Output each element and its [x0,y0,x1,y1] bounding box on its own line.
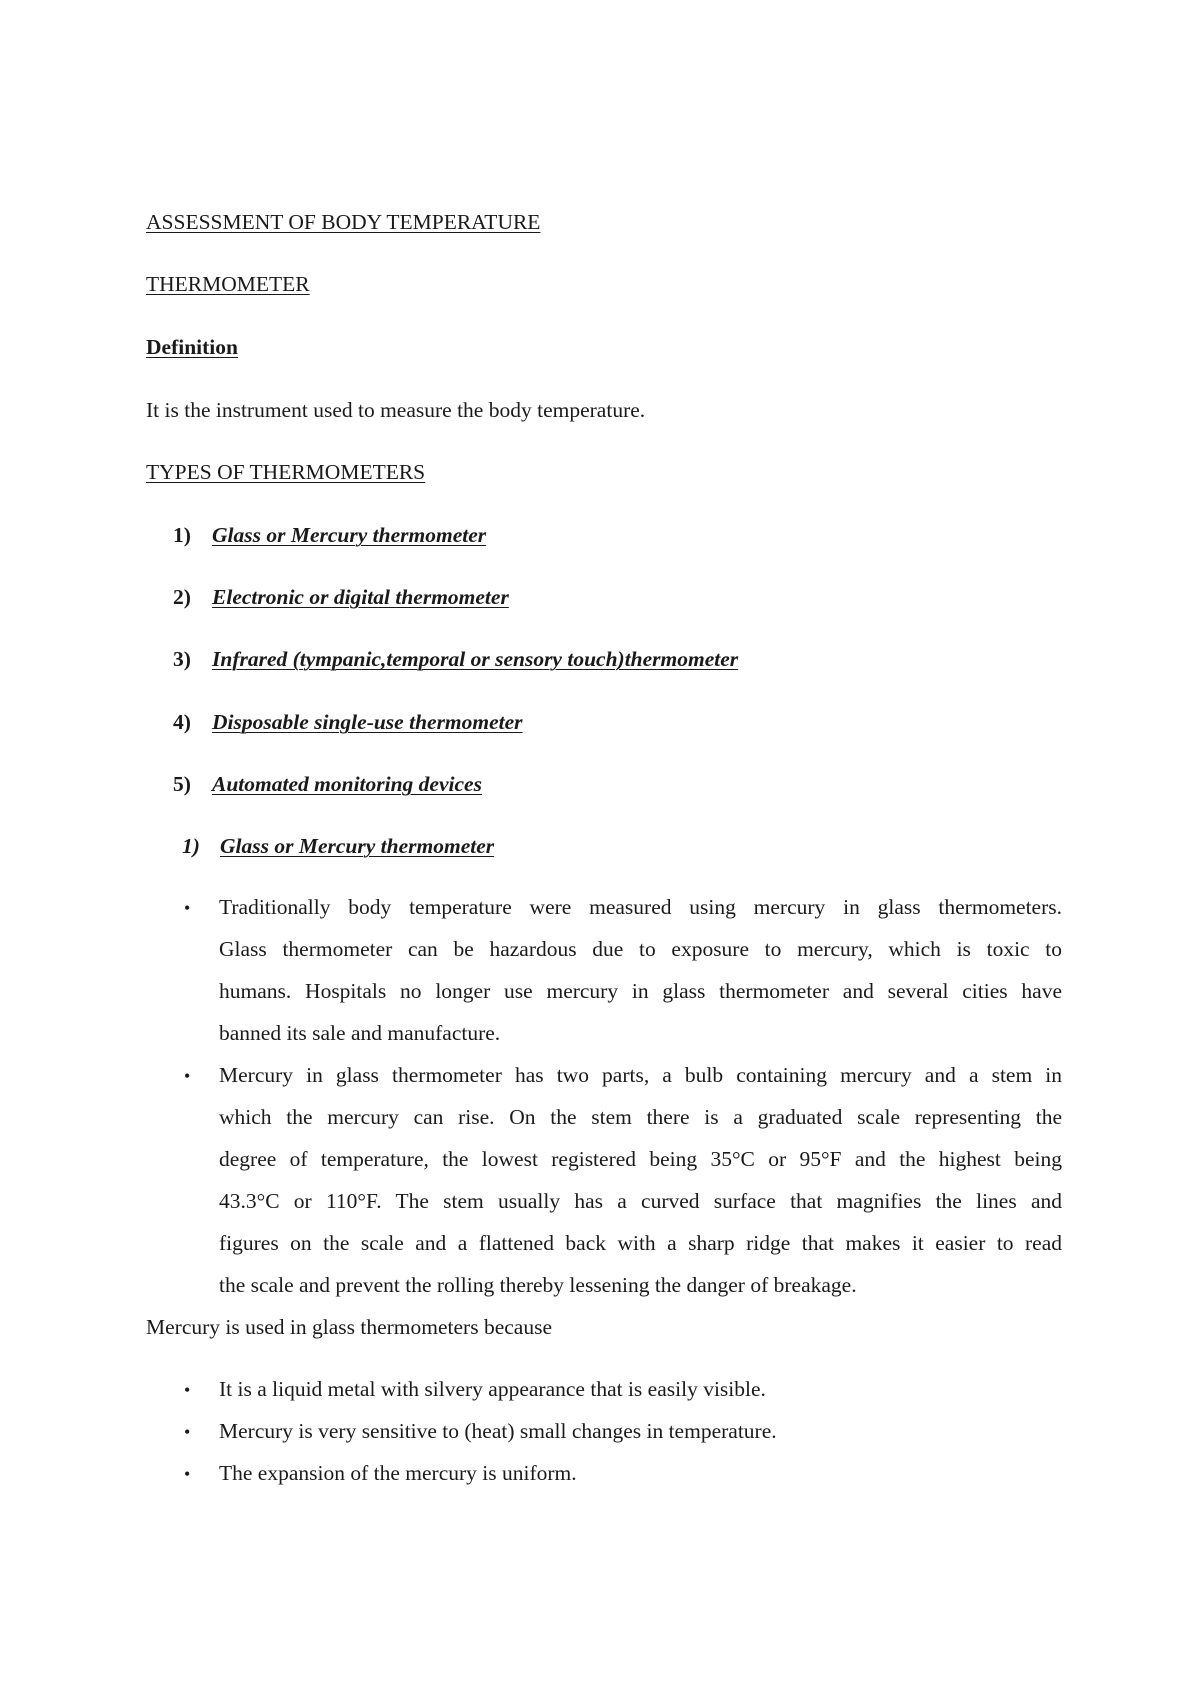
paragraph-line: Mercury in glass thermometer has two parts, a bulb containing mercury and a stem in [219,1063,1062,1087]
type-number: 4) [173,710,191,734]
bullet-icon: • [184,1422,191,1442]
bullet-icon: • [184,898,191,918]
mercury-intro-text: Mercury is used in glass thermometers because [146,1315,552,1339]
reason-item: Mercury is very sensitive to (heat) small changes in temperature. [219,1419,777,1443]
paragraph-line: Traditionally body temperature were measured using mercury in glass thermometers. [219,895,1062,919]
types-heading: TYPES OF THERMOMETERS [146,460,426,484]
type-item-automated: Automated monitoring devices [212,772,482,796]
type-number: 1) [173,523,191,547]
paragraph-line: banned its sale and manufacture. [219,1021,501,1045]
type-number: 3) [173,647,191,671]
document-title: ASSESSMENT OF BODY TEMPERATURE [146,210,541,234]
type-item-glass-mercury: Glass or Mercury thermometer [212,523,487,547]
paragraph-line: which the mercury can rise. On the stem there is a graduated scale representing the [219,1105,1062,1129]
bullet-icon: • [184,1464,191,1484]
type-item-electronic-digital: Electronic or digital thermometer [212,585,509,609]
paragraph-line: humans. Hospitals no longer use mercury in glass thermometer and several cities have [219,979,1062,1003]
definition-heading: Definition [146,335,238,359]
type-number: 2) [173,585,191,609]
type-item-disposable: Disposable single-use thermometer [212,710,523,734]
reason-item: It is a liquid metal with silvery appearance that is easily visible. [219,1377,766,1401]
paragraph-line: the scale and prevent the rolling thereby lessening the danger of breakage. [219,1273,857,1297]
subsection-number: 1) [182,834,200,858]
bullet-icon: • [184,1066,191,1086]
section-heading-thermometer: THERMOMETER [146,272,310,296]
paragraph-line: figures on the scale and a flattened back with a sharp ridge that makes it easier to read [219,1231,1062,1255]
paragraph-line: 43.3°C or 110°F. The stem usually has a curved surface that magnifies the lines and [219,1189,1062,1213]
type-number: 5) [173,772,191,796]
paragraph-line: Glass thermometer can be hazardous due to exposure to mercury, which is toxic to [219,937,1062,961]
paragraph-line: degree of temperature, the lowest registered being 35°C or 95°F and the highest being [219,1147,1062,1171]
definition-text: It is the instrument used to measure the body temperature. [146,398,646,422]
bullet-icon: • [184,1380,191,1400]
subsection-heading-glass-mercury: Glass or Mercury thermometer [220,834,495,858]
type-item-infrared: Infrared (tympanic,temporal or sensory touch)thermometer [212,647,739,671]
reason-item: The expansion of the mercury is uniform. [219,1461,577,1485]
